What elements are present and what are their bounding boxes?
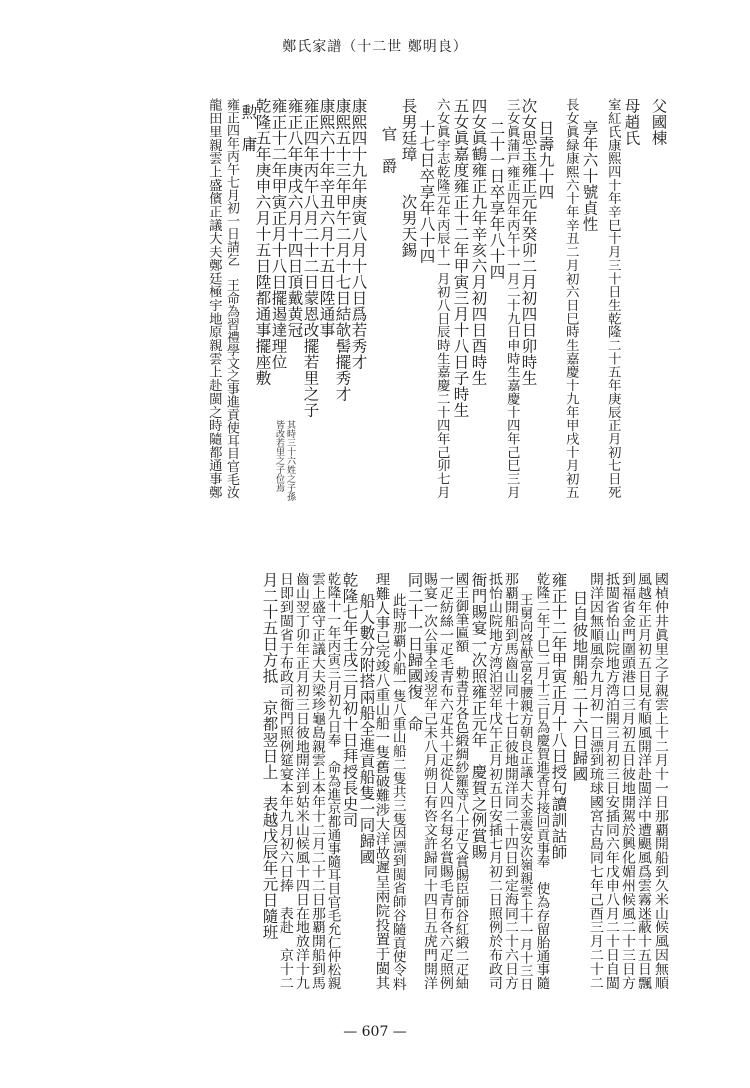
page-number: — 607 — [343,1024,407,1040]
page-header: 鄭氏家譜（十二世 鄭明良） [282,39,468,55]
text-column: 賜宴一次公事全竣翌年己未八月朔日有咨文許歸同十四日五虎門開洋 [420,572,437,990]
text-column: 風越年正月初五日見有順風開洋赴閩洋中遭颶風爲雲霧迷蔽十五日飄 [634,572,651,990]
annotation-note-line-2: 皆改若里之子位焉 [274,420,284,492]
text-column: 開洋因無順風奈九月初一日漂到琉球國宮古島同七年己酉三月二十二 [586,572,603,990]
text-column: 同二十一日歸國復 命 [405,572,424,732]
text-column: 十七日卒享年八十四 [417,120,436,264]
text-column: 二十一日卒享年八十四 [487,120,506,280]
text-column: 四女眞鶴雍正九年辛亥六月初四日酉時生 [469,98,488,386]
text-column: 日自彼地開船二十六日歸國 [570,590,589,782]
text-column: 雲上盛守正議大夫梁珍龜島親雲上本年十二月二十二日那覇開船到馬 [308,572,325,990]
text-column: 抵怡山院地方湾泊翌年戊午正月初五日安插七月初二日照例於布政司 [485,572,502,990]
text-column: 衙門賜宴一次照雍正元年 慶賀之例賞賜 [469,572,488,860]
text-column: 齒山翌丁卯年正月初三日彼地開洋到姑米山候風十四日在地放洋十九 [292,572,309,990]
annotation-note-line-1: 其時三十六姓之子孫 [285,420,295,501]
text-column: 船人數分附搭兩船全進貢船隻一同歸國 [357,593,376,865]
text-column: 那覇開船到馬齒山同十七日彼地開洋同二十四日到定海同二十六日方 [501,572,518,990]
text-column: 乾隆五年庚申六月十五日陞都通事擺座敷 [253,98,272,386]
text-column: 次女思玉雍正元年癸卯二月初四日卯時生 [519,98,538,386]
text-column: 此時那覇小船一隻八重山船二隻共三隻因漂到閩省師谷隨貢使令料 [389,593,406,991]
text-column: 室紅氏康熙四十年辛巳十月三十日生乾隆二十五年庚辰正月初七日死 [605,98,621,499]
text-column: 雍正四年丙午七月初一日請乞 王命為習禮學文之事進貢使耳目官毛汝 [223,98,239,499]
text-column: 勲 庸 [239,104,258,152]
text-column: 長女眞緑康熙六十年辛丑二月初六日巳時生嘉慶十九年甲戌十月初五 [563,98,579,499]
text-column: 官 爵 [379,126,398,174]
text-column: 乾隆七年壬戌三月初十日拜授長史司 [340,572,359,828]
text-column: 父國棟 [649,98,668,146]
text-column: 雍正十二年甲寅正月十八日授句讀訓詁師 [549,572,568,860]
text-column: 乾隆十一年丙寅三月初九日奉 命為進京都通事隨耳目官毛允仁仲松親 [324,572,341,990]
text-column: 雍正四年丙午八月二十二日蒙恩改擺若里之子 [301,98,320,418]
text-column: 雍正八年庚戌六月十四日頂戴黄冠 [285,98,304,338]
text-column: 龍田里親雲上盛儐正議大夫鄭廷極宇地原親雲上赴閩之時隨都通事鄭 [206,98,222,499]
text-column: 抵閩省怡山院地方湾泊開三月初三日安插同六年戊申八月二十日自閩 [602,572,619,990]
text-column: 國王御筆匾額 勅書并各色緞綢紗羅等八十疋又賞賜臣師谷紅緞二疋紬 [452,572,469,990]
text-column: 日即到閩省于布政司衙門照例筵宴本年九月初六日捧 表赴 京十二 [276,572,293,990]
text-column: 國楨仲井眞里之子親雲上十二月十一日那覇開船到久米山候風因無順 [651,572,668,990]
text-column: 乾隆二年丁巳二月十三日為慶賀進香并接回貢事奉 使為存留胎通事隨 [533,572,550,990]
text-column: 月二十五日方抵 京都翌日上 表越戊辰年元日隨班 [260,572,279,940]
text-column: 日壽九十四 [536,120,555,200]
text-column: 到福省金門圍頭港口三月初五日彼地開駕於興化媚州候風二十三日方 [618,572,635,990]
text-column: 理難人事已完竣八重山船一隻舊破難涉大洋故遲呈兩院投置于閩其 [373,572,390,990]
text-column: 一疋紡絲一疋毛青布六疋共十疋從人四名每名賞賜毛青布各六疋照例 [436,572,453,990]
text-column: 六女眞宇志乾隆元年丙辰十一月初八日辰時生嘉慶二十四年己卯七月 [434,98,450,499]
text-column: 長男廷璋 次男天錫 [399,98,418,258]
text-column: 王舅向啓猷富名腰親方朝良正議大夫金震安次嶺親雲上十一月十三日 [517,593,533,991]
text-column: 母趙氏 [622,98,641,146]
text-column: 康熙六十年辛丑六月十五日陞通事 [317,98,336,338]
text-column: 康熙四十九年庚寅八月十八日爲若秀才 [349,98,368,370]
text-column: 雍正十二年甲寅正月十八日擺遏達理位 [269,98,288,370]
text-column: 三女眞蒲戸雍正四年丙午十一月二十九日申時生嘉慶十四年己巳三月 [504,98,520,499]
text-column: 五女眞嘉度雍正十二年甲寅三月十八日子時生 [451,98,470,418]
text-column: 享年六十號貞性 [580,120,599,232]
text-column: 康熙五十三年甲午二月十七日結欹髻擺秀才 [333,98,352,402]
